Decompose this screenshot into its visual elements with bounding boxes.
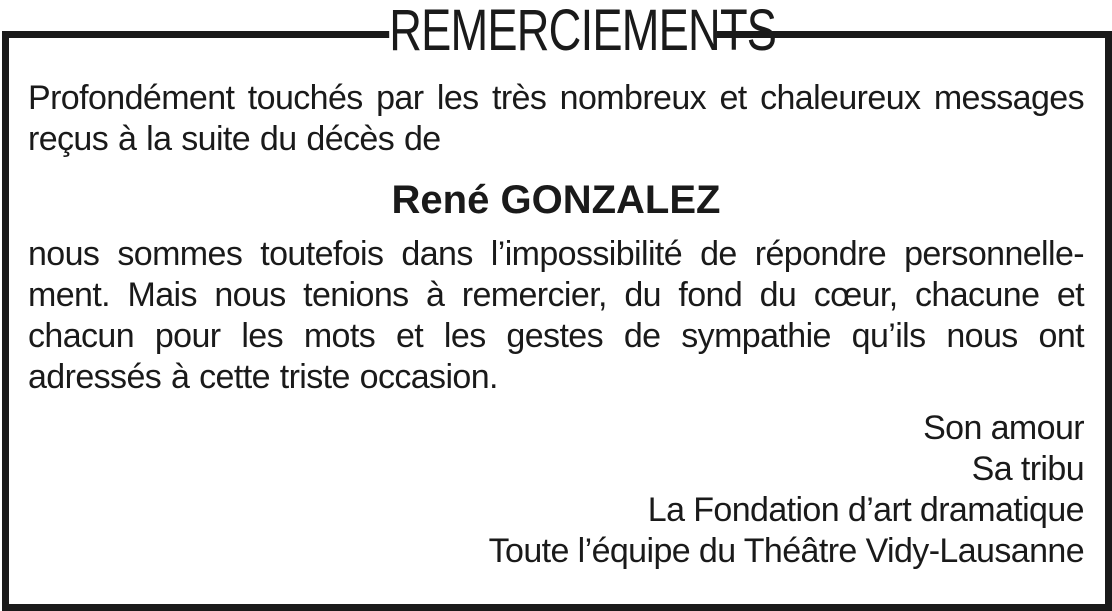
intro-line: Profondément touchés par les très nombreux et chaleureux messages [28,79,1084,117]
notice-content [28,78,1084,572]
signature-line: Sa tribu [971,450,1084,488]
deceased-name: René GONZALEZ [391,178,721,222]
signature-line: Toute l’équipe du Théâtre Vidy-Lausanne [488,532,1084,570]
intro-paragraph [28,78,1084,160]
signature-line: Son amour [923,409,1084,447]
body-line: ment. Mais nous tenions à remercier, du fond du cœur, chacune et [28,276,1084,314]
signature-block [28,408,1084,572]
body-line: nous sommes toutefois dans l’impossibilité de répondre personnelle- [28,235,1084,273]
signature-line: La Fondation d’art dramatique [647,491,1084,529]
body-line: adressés à cette triste occasion. [28,358,498,396]
body-line: chacun pour les mots et les gestes de sympathie qu’ils nous ont [28,317,1084,355]
intro-line: reçus à la suite du décès de [28,120,441,158]
notice-title: REMERCIEMENTS [389,0,777,63]
body-paragraph [28,234,1084,398]
